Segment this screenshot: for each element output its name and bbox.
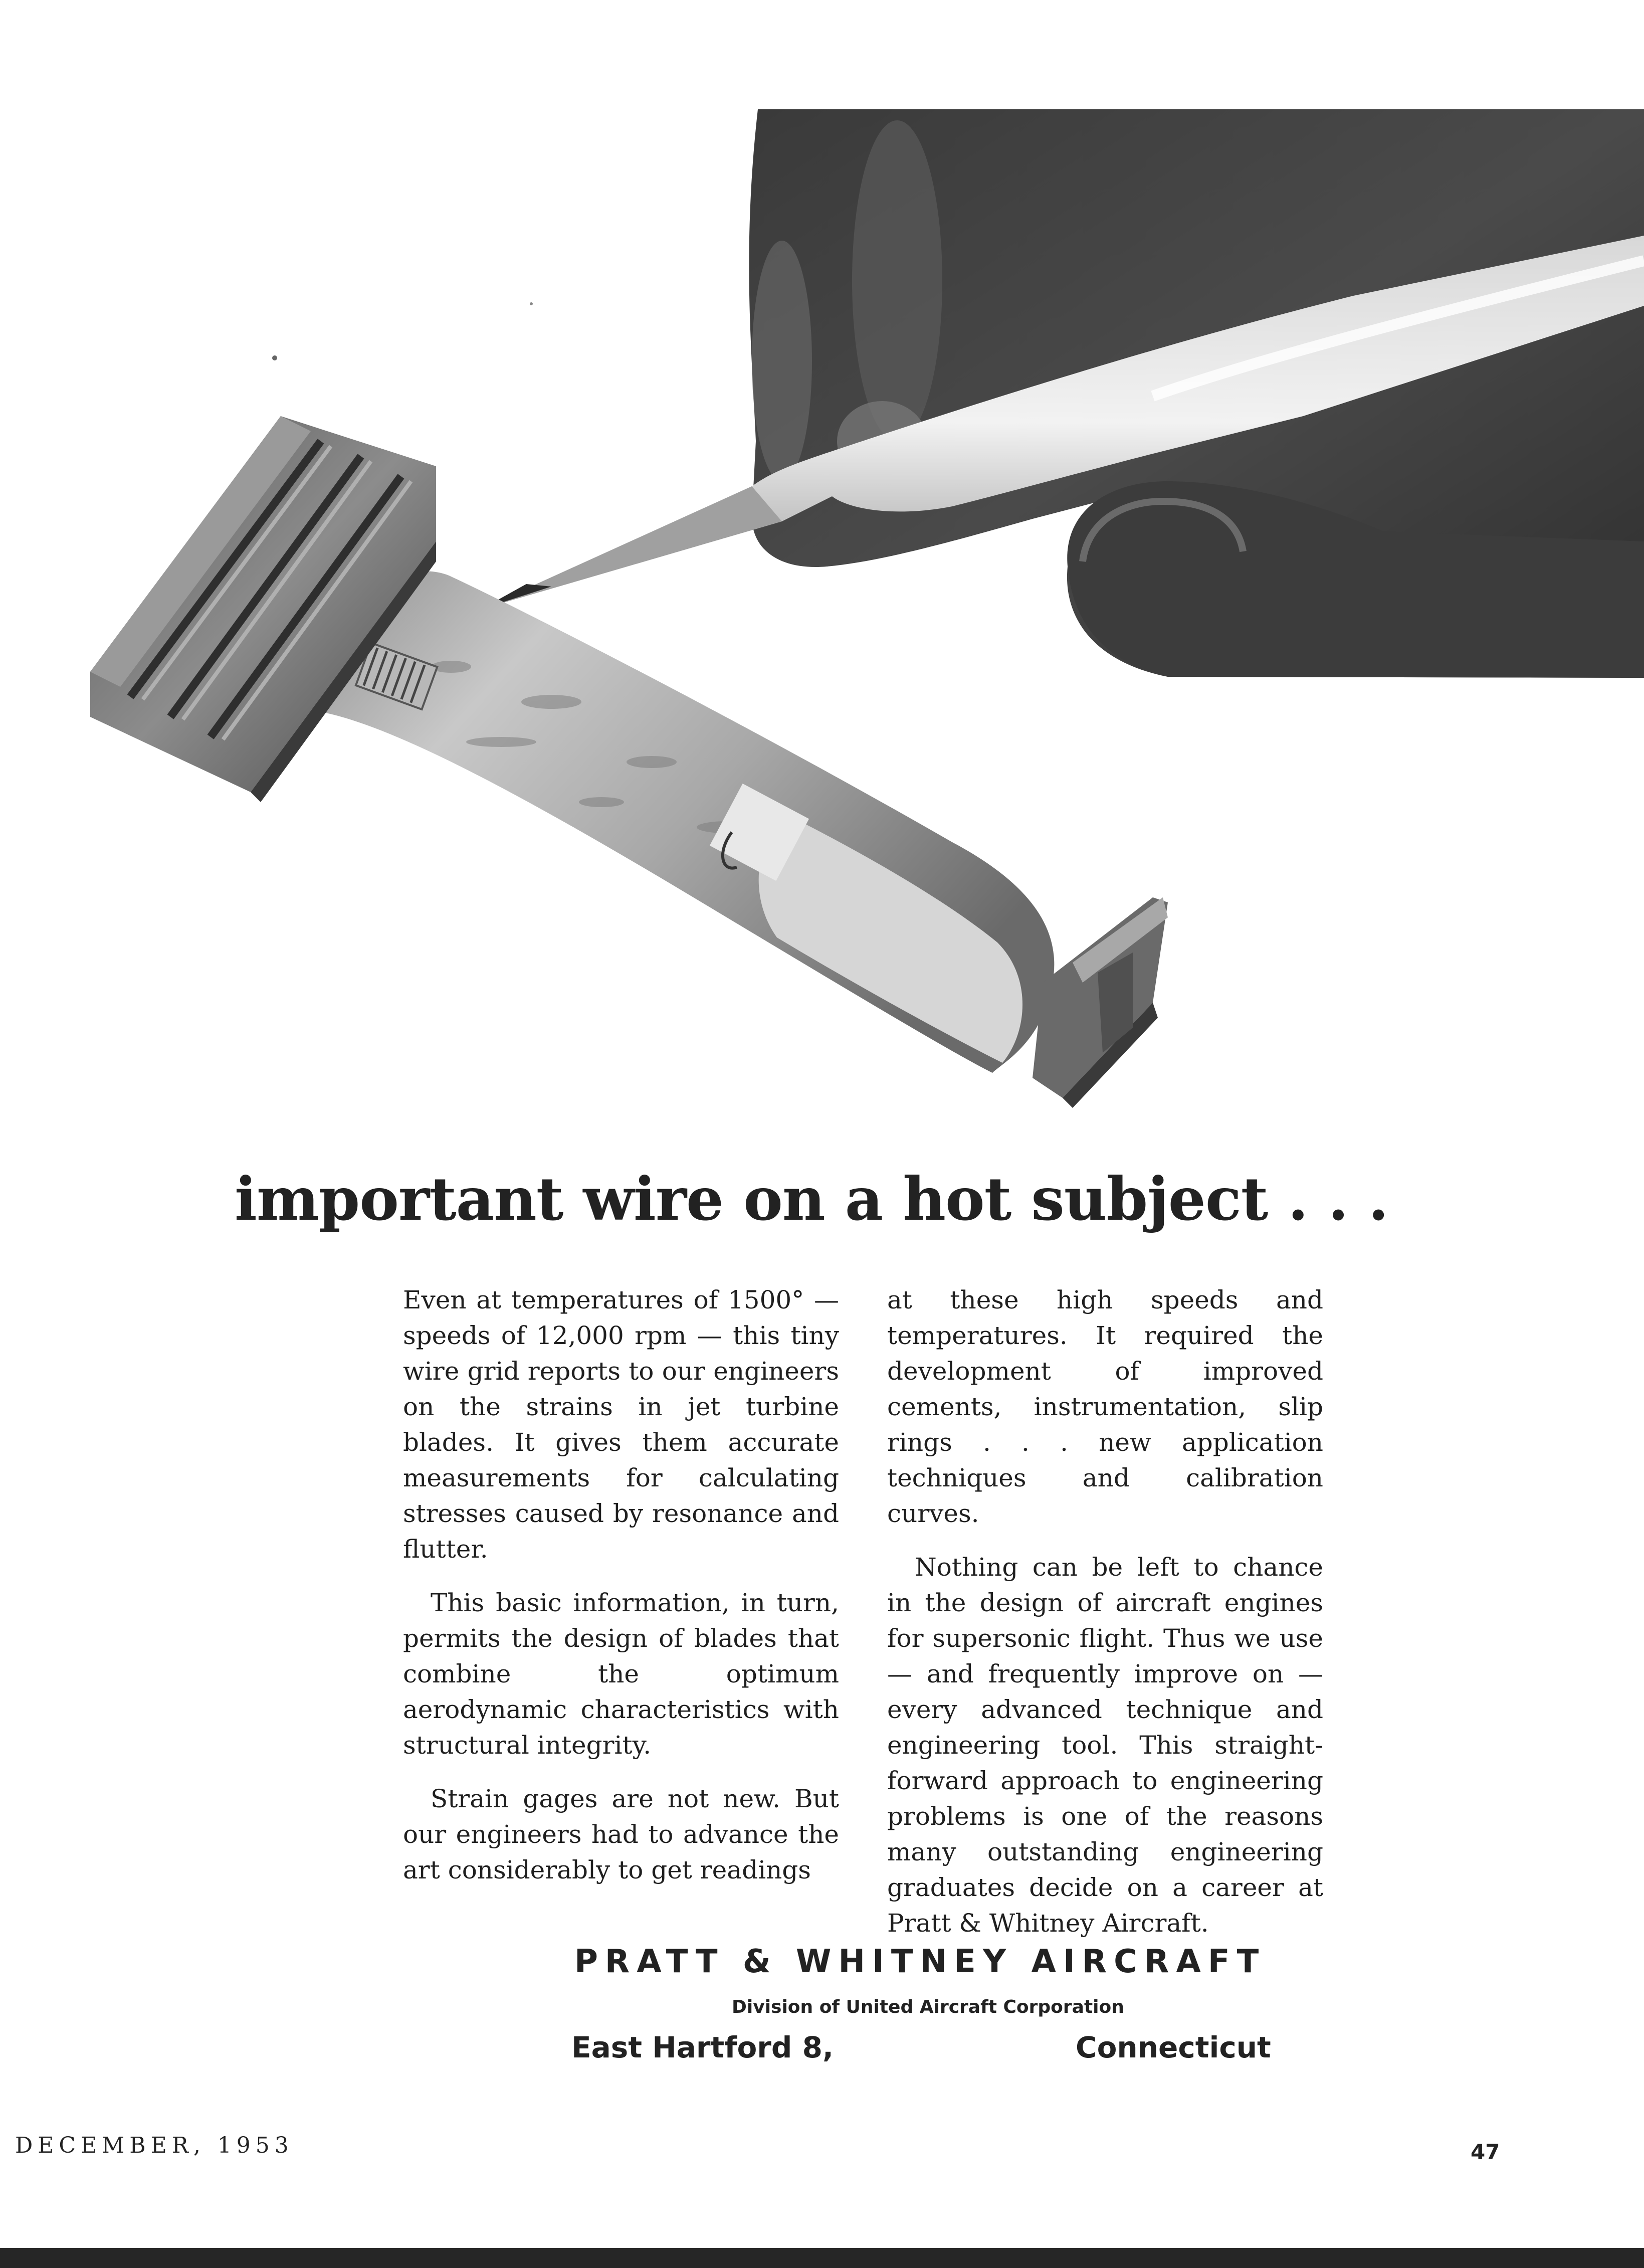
headline: important wire on a hot subject . . .	[235, 1164, 1388, 1234]
body-right-column	[887, 1282, 1323, 1959]
company-city: East Hartford 8,	[571, 2030, 834, 2064]
blade-root	[90, 416, 436, 802]
body-left-column	[403, 1282, 839, 1906]
company-name: PRATT & WHITNEY AIRCRAFT	[574, 1943, 1266, 1980]
body-paragraph: This basic information, in turn, permits the design of blades that combine the optimum aerodynamic characteristics with structural integrity.	[403, 1588, 839, 1760]
body-paragraph: Nothing can be left to chance in the design of aircraft engines for supersonic flight. Thus we use — and frequently improve on — every advanced technique and engineering tool. This straight-forward approach to engineering problems is one of the reasons many outstanding engineering graduates decide on a career at Pratt & Whitney Aircraft.	[887, 1553, 1323, 1938]
issue-date: DECEMBER, 1953	[15, 2133, 294, 2158]
page-number: 47	[1471, 2140, 1500, 2164]
body-paragraph: Even at temperatures of 1500° — speeds of 12,000 rpm — this tiny wire grid reports to our engineers on the strains in jet turbine blades. It gives them accurate measurements for calculating stresses caused by resonance and flutter.	[403, 1285, 839, 1564]
division-name: Division of United Aircraft Corporation	[732, 1997, 1124, 2017]
body-paragraph: at these high speeds and temperatures. It required the development of improved cements, instrumentation, slip rings . . . new application techniques and calibration curves.	[887, 1285, 1323, 1528]
turbine-blade	[282, 571, 1055, 1073]
scan-edge-bar	[0, 2248, 1644, 2268]
company-state: Connecticut	[1076, 2030, 1271, 2064]
blade-tip	[1033, 897, 1168, 1108]
turbine-blade-photo	[0, 0, 1644, 1133]
body-paragraph: Strain gages are not new. But our engineers had to advance the art considerably to get readings	[403, 1784, 839, 1884]
